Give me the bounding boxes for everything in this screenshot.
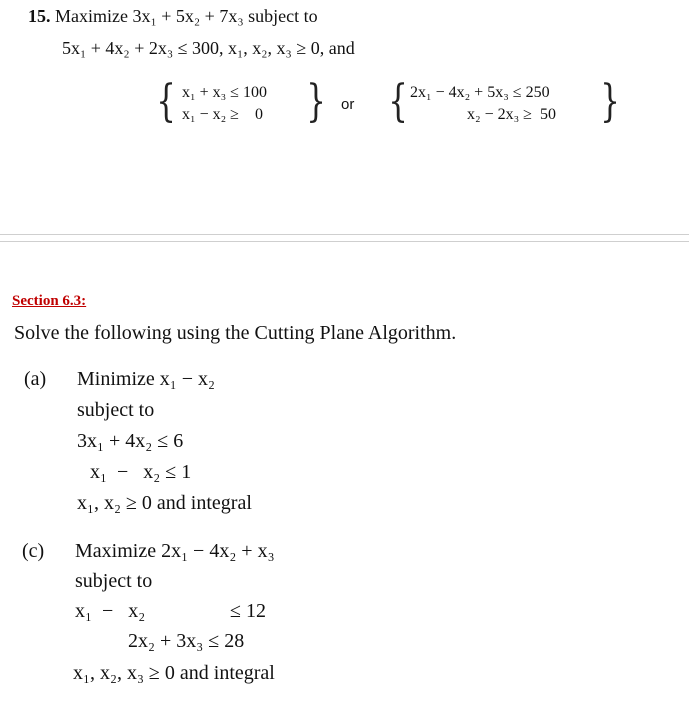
part-a-label: (a): [24, 368, 47, 390]
left-open-brace: {: [156, 76, 176, 127]
part-c-constraint-2: 2x₂ + 3x₃ ≤ 28: [128, 630, 245, 652]
part-c-constraint-1-rhs: ≤ 12: [230, 600, 266, 622]
right-system-line-2: x₂ − 2x₃ ≥ 50: [467, 106, 556, 123]
right-system-line-1: 2x₁ − 4x₂ + 5x₃ ≤ 250: [410, 84, 550, 101]
divider-top: [0, 234, 689, 235]
part-c-objective: Maximize 2x₁ − 4x₂ + x₃: [75, 540, 275, 562]
problem-constraint: 5x₁ + 4x₂ + 2x₃ ≤ 300, x₁, x₂, x₃ ≥ 0, and: [62, 38, 355, 58]
problem-number: 15.: [28, 6, 51, 26]
section-title-link[interactable]: Section 6.3:: [12, 293, 87, 309]
problem-15-heading: [28, 6, 318, 27]
part-c-label: (c): [22, 540, 45, 562]
part-a-objective: Minimize x₁ − x₂: [77, 368, 215, 390]
left-close-brace: }: [306, 76, 326, 127]
part-c-subject-to: subject to: [75, 570, 153, 592]
part-c-constraint-1-lhs: x₁ − x₂: [75, 600, 146, 622]
right-close-brace: }: [600, 76, 620, 127]
left-system-line-1: x₁ + x₃ ≤ 100: [182, 84, 267, 101]
divider-bottom: [0, 241, 689, 242]
or-label: or: [341, 96, 355, 113]
left-system-line-2: x₁ − x₂ ≥ 0: [182, 106, 263, 123]
part-a-nonnegativity: x₁, x₂ ≥ 0 and integral: [77, 492, 252, 514]
part-c-nonnegativity: x₁, x₂, x₃ ≥ 0 and integral: [73, 662, 275, 684]
section-intro: Solve the following using the Cutting Plane Algorithm.: [14, 322, 457, 344]
problem-objective: Maximize 3x₁ + 5x₂ + 7x₃ subject to: [55, 6, 318, 26]
part-a-subject-to: subject to: [77, 399, 155, 421]
part-a-constraint-2: x₁ − x₂ ≤ 1: [90, 461, 192, 483]
part-a-constraint-1: 3x₁ + 4x₂ ≤ 6: [77, 430, 184, 452]
right-open-brace: {: [388, 76, 408, 127]
